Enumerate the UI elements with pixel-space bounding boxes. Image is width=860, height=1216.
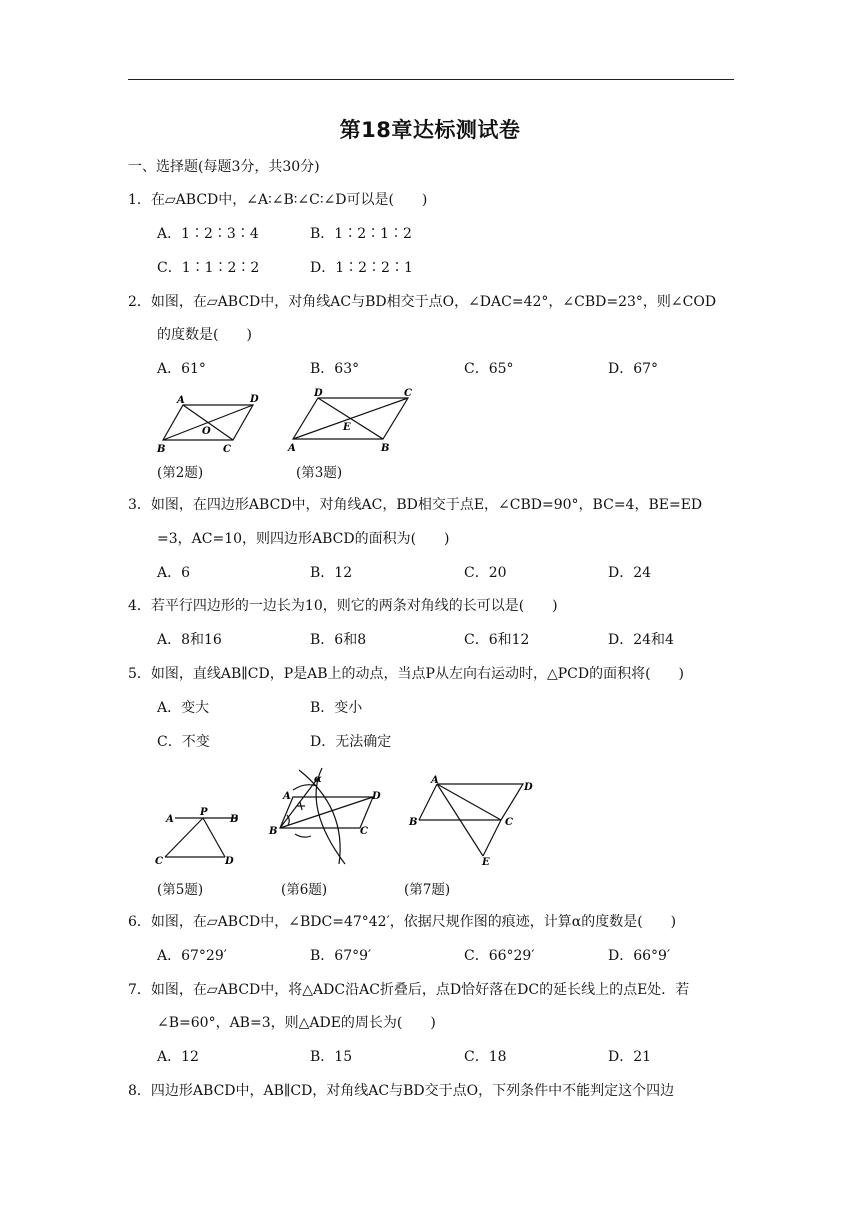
caption-q6: (第6题) xyxy=(281,882,328,898)
fig3-label-a: A xyxy=(288,443,296,454)
fig2-label-c: C xyxy=(223,444,231,455)
q7-option-a: A．12 xyxy=(157,1049,199,1065)
q5-option-c: C．不变 xyxy=(157,734,210,750)
q4-option-d: D．24和4 xyxy=(608,632,674,648)
q5-stem: 5．如图，直线AB∥CD，P是AB上的动点，当点P从左向右运动时，△PCD的面积将( ) xyxy=(128,666,684,682)
q7-option-b: B．15 xyxy=(310,1049,353,1065)
q1-option-a: A．1∶2∶3∶4 xyxy=(157,226,259,242)
q1-option-d: D．1∶2∶2∶1 xyxy=(310,260,413,276)
q7-stem-line1: 7．如图，在▱ABCD中，将△ADC沿AC折叠后，点D恰好落在DC的延长线上的点E处．若 xyxy=(128,982,690,998)
fig6-label-d: D xyxy=(372,791,381,802)
q3-stem-line2: =3，AC=10，则四边形ABCD的面积为( ) xyxy=(157,531,450,547)
q3-option-a: A．6 xyxy=(157,565,191,581)
section-heading: 一、选择题(每题3分，共30分) xyxy=(128,159,320,175)
q3-option-b: B．12 xyxy=(310,565,353,581)
q6-option-b: B．67°9′ xyxy=(310,948,372,964)
q7-option-d: D．21 xyxy=(608,1049,652,1065)
fig5-label-c: C xyxy=(155,856,163,867)
caption-q5: (第5题) xyxy=(157,882,204,898)
q2-option-b: B．63° xyxy=(310,361,360,377)
q3-option-c: C．20 xyxy=(464,565,507,581)
q3-option-d: D．24 xyxy=(608,565,652,581)
fig2-label-b: B xyxy=(157,444,166,455)
fig6-label-c: C xyxy=(360,826,368,837)
q4-option-b: B．6和8 xyxy=(310,632,367,648)
q2-option-a: A．61° xyxy=(157,361,206,377)
fig5-label-a: A xyxy=(166,814,174,825)
q7-stem-line2: ∠B=60°，AB=3，则△ADE的周长为( ) xyxy=(157,1015,436,1031)
q5-option-a: A．变大 xyxy=(157,700,210,716)
caption-q3: (第3题) xyxy=(296,465,343,481)
figure-q6-construction xyxy=(265,760,395,870)
figure-q3-quadrilateral xyxy=(283,386,423,456)
q1-option-c: C．1∶1∶2∶2 xyxy=(157,260,260,276)
figure-q7-fold xyxy=(405,772,545,867)
q1-stem: 1．在▱ABCD中，∠A∶∠B∶∠C∶∠D可以是( ) xyxy=(128,192,428,208)
fig2-label-o: O xyxy=(202,426,211,437)
q4-option-a: A．8和16 xyxy=(157,632,222,648)
q4-stem: 4．若平行四边形的一边长为10，则它的两条对角线的长可以是( ) xyxy=(128,598,558,614)
q3-stem-line1: 3．如图，在四边形ABCD中，对角线AC，BD相交于点E，∠CBD=90°，BC=4，BE=ED xyxy=(128,497,703,513)
q4-option-c: C．6和12 xyxy=(464,632,530,648)
q2-option-c: C．65° xyxy=(464,361,514,377)
fig3-label-c: C xyxy=(404,388,412,399)
q2-stem-line2: 的度数是( ) xyxy=(157,327,252,343)
fig6-label-b: B xyxy=(269,826,278,837)
fig7-label-d: D xyxy=(524,782,533,793)
figure-q5-parallel-lines xyxy=(150,805,250,870)
fig7-label-a: A xyxy=(431,775,439,786)
fig5-label-b: B xyxy=(230,814,239,825)
fig5-label-p: P xyxy=(200,807,208,818)
fig5-label-d: D xyxy=(225,856,234,867)
page-title: 第18章达标测试卷 xyxy=(339,118,521,142)
q8-stem: 8．四边形ABCD中，AB∥CD，对角线AC与BD交于点O，下列条件中不能判定这个四边 xyxy=(128,1083,675,1099)
fig2-label-a: A xyxy=(177,395,185,406)
fig6-label-a: A xyxy=(283,791,291,802)
caption-q2: (第2题) xyxy=(157,465,204,481)
q6-stem: 6．如图，在▱ABCD中，∠BDC=47°42′，依据尺规作图的痕迹，计算α的度数是( ) xyxy=(128,914,677,930)
q5-option-d: D．无法确定 xyxy=(310,734,392,750)
fig6-label-alpha: α xyxy=(314,774,322,785)
caption-q7: (第7题) xyxy=(404,882,451,898)
fig7-label-c: C xyxy=(505,817,513,828)
fig3-label-d: D xyxy=(314,388,323,399)
fig3-label-e: E xyxy=(343,422,351,433)
q5-option-b: B．变小 xyxy=(310,700,363,716)
q6-option-d: D．66°9′ xyxy=(608,948,671,964)
q2-option-d: D．67° xyxy=(608,361,659,377)
fig2-label-d: D xyxy=(250,394,259,405)
figure-q2-parallelogram xyxy=(150,390,270,460)
header-rule xyxy=(128,79,734,80)
q6-option-c: C．66°29′ xyxy=(464,948,535,964)
q2-stem-line1: 2．如图，在▱ABCD中，对角线AC与BD相交于点O，∠DAC=42°，∠CBD=23°，则∠COD xyxy=(128,294,717,310)
q6-option-a: A．67°29′ xyxy=(157,948,227,964)
q7-option-c: C．18 xyxy=(464,1049,507,1065)
fig7-label-b: B xyxy=(409,817,418,828)
fig3-label-b: B xyxy=(381,443,390,454)
fig7-label-e: E xyxy=(482,857,490,868)
q1-option-b: B．1∶2∶1∶2 xyxy=(310,226,412,242)
